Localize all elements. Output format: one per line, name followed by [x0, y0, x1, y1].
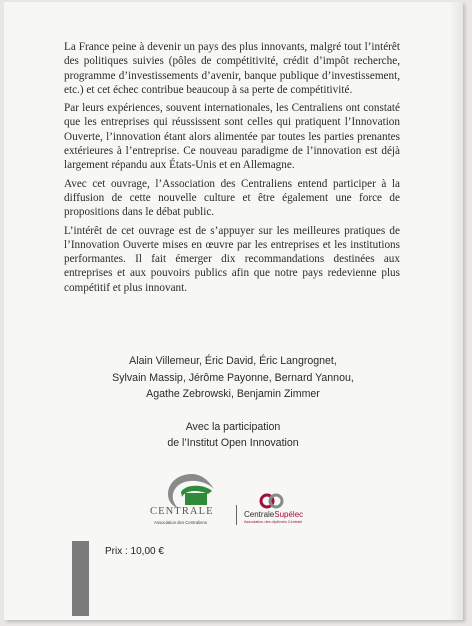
centrale-subtitle: Association des Centraliens [154, 520, 208, 525]
summary-paragraph: L’intérêt de cet ouvrage est de s’appuyer sur les meilleures pratiques de l’Innovation Ouverte mises en œuvre par les entreprises et les institutions performantes. Il fait émerger dix recommandations destinées aux entreprises et aux pouvoirs publics afin que notre pays redevienne plus compétitif et plus innovant. [64, 224, 400, 294]
participation-line: de l’Institut Open Innovation [167, 437, 299, 449]
price-label: Prix : 10,00 € [105, 546, 164, 557]
summary-paragraph: La France peine à devenir un pays des plus innovants, malgré tout l’intérêt des politiques suivies (pôles de compétitivité, crédit d’impôt recherche, programme d’investissements d’avenir, banque publique d’investissement, etc.) et cet échec contribue beaucoup à sa perte de compétitivité. [64, 41, 400, 96]
centrale-wordmark: CENTRALE [150, 506, 214, 517]
authors-line: Agathe Zebrowski, Benjamin Zimmer [146, 388, 320, 401]
barcode-placeholder [72, 541, 89, 616]
centrale-supelec-emblem-icon [258, 492, 286, 510]
summary-paragraph: Par leurs expériences, souvent internationales, les Centraliens ont constaté que les entreprises qui réussissent sont celles qui pratiquent l’Innovation Ouverte, l’innovation étant alors alimentée par toutes les parties prenantes extérieures à l’entreprise. Ce nouveau paradigme de l’innovation est déjà largement répandu aux États-Unis et en Allemagne. [64, 102, 400, 172]
authors-line: Sylvain Massip, Jérôme Payonne, Bernard Yannou, [112, 371, 354, 384]
cs-name-supelec: Supélec [274, 510, 304, 519]
participation-line: Avec la participation [185, 421, 281, 433]
authors-list [60, 353, 406, 403]
logo-divider [236, 505, 237, 525]
centrale-supelec-wordmark [244, 510, 303, 519]
cs-name-centrale: Centrale [244, 510, 275, 519]
participation-note [60, 419, 406, 451]
centrale-supelec-subtitle: Association des diplômés Centrale [244, 520, 303, 524]
page-edge-shadow [449, 2, 463, 620]
authors-line: Alain Villemeur, Éric David, Éric Langrognet, [129, 355, 337, 367]
centrale-emblem-icon [148, 470, 236, 510]
summary-paragraph: Avec cet ouvrage, l’Association des Centraliens entend participer à la diffusion de cette nouvelle culture et être également une force de propositions dans le débat public. [64, 177, 400, 219]
centrale-logo [148, 470, 236, 534]
centrale-supelec-logo [244, 492, 314, 532]
summary-text [64, 40, 400, 299]
